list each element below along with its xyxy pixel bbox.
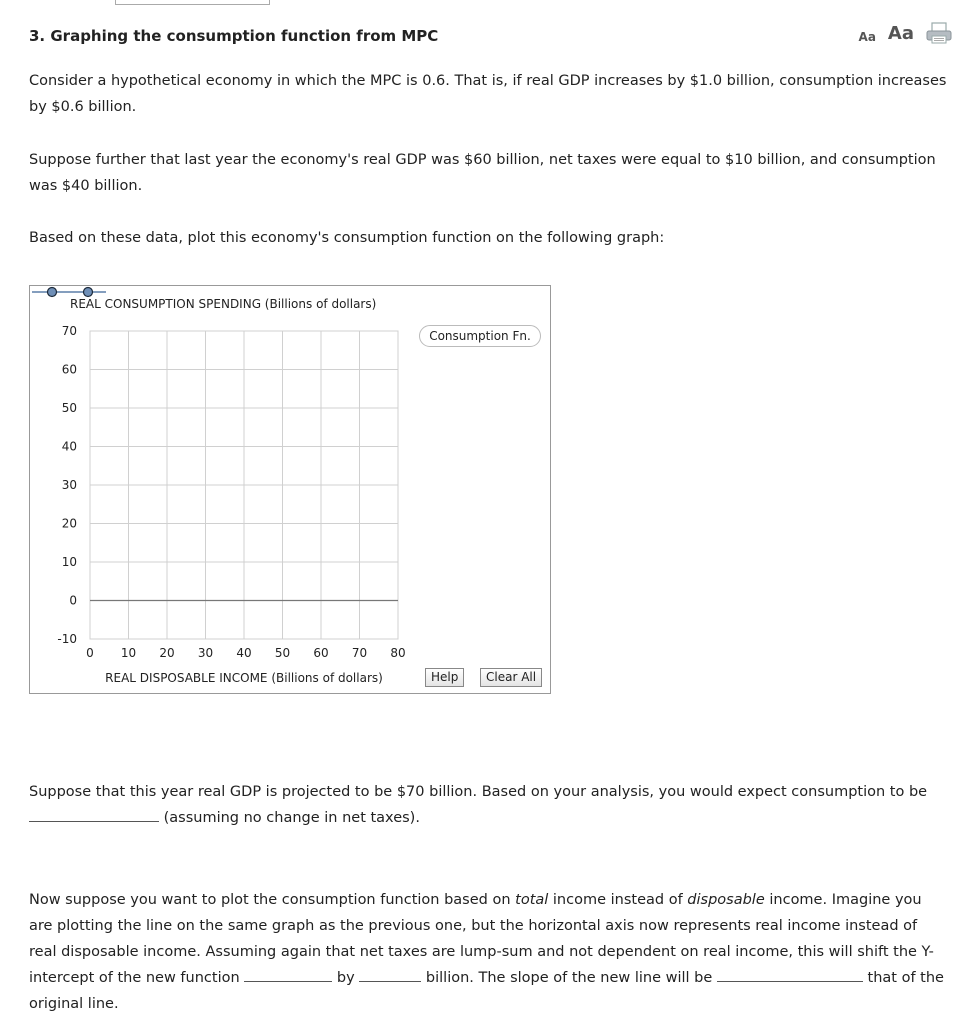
graph-panel: [29, 285, 551, 694]
x-tick-label: 10: [120, 646, 137, 660]
para5-disposable: disposable: [687, 892, 765, 908]
intercept-amount-dropdown[interactable]: [359, 967, 421, 982]
slope-comparison-dropdown[interactable]: [717, 967, 863, 982]
x-tick-label: 80: [390, 646, 406, 660]
x-axis-title: REAL DISPOSABLE INCOME (Billions of dollars): [105, 671, 383, 685]
projection-text: Suppose that this year real GDP is projected to be $70 billion. Based on your analysis, you would expect consumption to be: [29, 784, 928, 800]
y-tick-label: 10: [61, 555, 77, 569]
help-button[interactable]: Help: [425, 668, 464, 687]
para5-text-a: Now suppose you want to plot the consumption function based on: [29, 892, 516, 908]
intercept-direction-dropdown[interactable]: [244, 967, 332, 982]
x-tick-label: 70: [351, 646, 368, 660]
legend-consumption-fn[interactable]: Consumption Fn.: [419, 325, 541, 347]
para5-text-d: billion. The slope of the new line will be: [425, 970, 713, 986]
x-tick-label: 60: [313, 646, 329, 660]
clear-all-button[interactable]: Clear All: [480, 668, 542, 687]
consumption-fn-tool-icon[interactable]: [30, 286, 110, 298]
para5-by: by: [336, 970, 355, 986]
y-tick-label: 60: [61, 362, 77, 377]
consumption-answer-dropdown[interactable]: [29, 807, 159, 822]
font-tools: [859, 22, 952, 44]
x-tick-label: 50: [274, 646, 291, 660]
y-tick-label: -10: [57, 632, 77, 646]
tool-point-1: [48, 288, 57, 297]
para5-text-e: that of the original line.: [29, 970, 944, 1012]
x-tick-label: 0: [86, 646, 94, 660]
question-title: 3. Graphing the consumption function from MPC: [29, 27, 439, 45]
projection-text-end: (assuming no change in net taxes).: [163, 810, 420, 826]
decrease-font-button[interactable]: Aa: [858, 30, 876, 44]
y-axis-title: REAL CONSUMPTION SPENDING (Billions of dollars): [70, 297, 377, 311]
data-paragraph: Suppose further that last year the economy's real GDP was $60 billion, net taxes were equal to $10 billion, and consumption was $40 billion.: [29, 152, 936, 194]
consumption-chart[interactable]: [30, 286, 550, 693]
intro-paragraph: Consider a hypothetical economy in which the MPC is 0.6. That is, if real GDP increases by $1.0 billion, consumption increases by $0.6 billion.: [29, 73, 947, 115]
projection-paragraph: [29, 779, 949, 831]
para5-text-c: income. Imagine you are plotting the line on the same graph as the previous one, but the horizontal axis now represents real income instead of real disposable income. Assuming again that net taxes are lump-sum and not dependent on real income, this will shift the Y-intercept of the new function: [29, 892, 934, 986]
print-icon[interactable]: [926, 22, 952, 44]
top-tab: [115, 0, 270, 5]
y-tick-label: 70: [61, 324, 77, 338]
y-tick-label: 20: [61, 516, 77, 531]
x-tick-label: 40: [236, 646, 252, 660]
x-tick-label: 20: [159, 646, 175, 660]
y-tick-label: 50: [61, 401, 77, 415]
para5-text-b: income instead of: [548, 892, 688, 908]
instruction-paragraph: Based on these data, plot this economy's consumption function on the following graph:: [29, 230, 665, 246]
y-tick-label: 30: [61, 478, 77, 492]
increase-font-button[interactable]: Aa: [887, 23, 914, 44]
y-tick-label: 0: [69, 593, 77, 608]
para5-total: total: [515, 892, 549, 908]
tool-point-2: [84, 288, 93, 297]
y-tick-label: 40: [61, 439, 77, 454]
total-income-paragraph: [29, 887, 949, 1017]
x-tick-label: 30: [197, 646, 214, 660]
